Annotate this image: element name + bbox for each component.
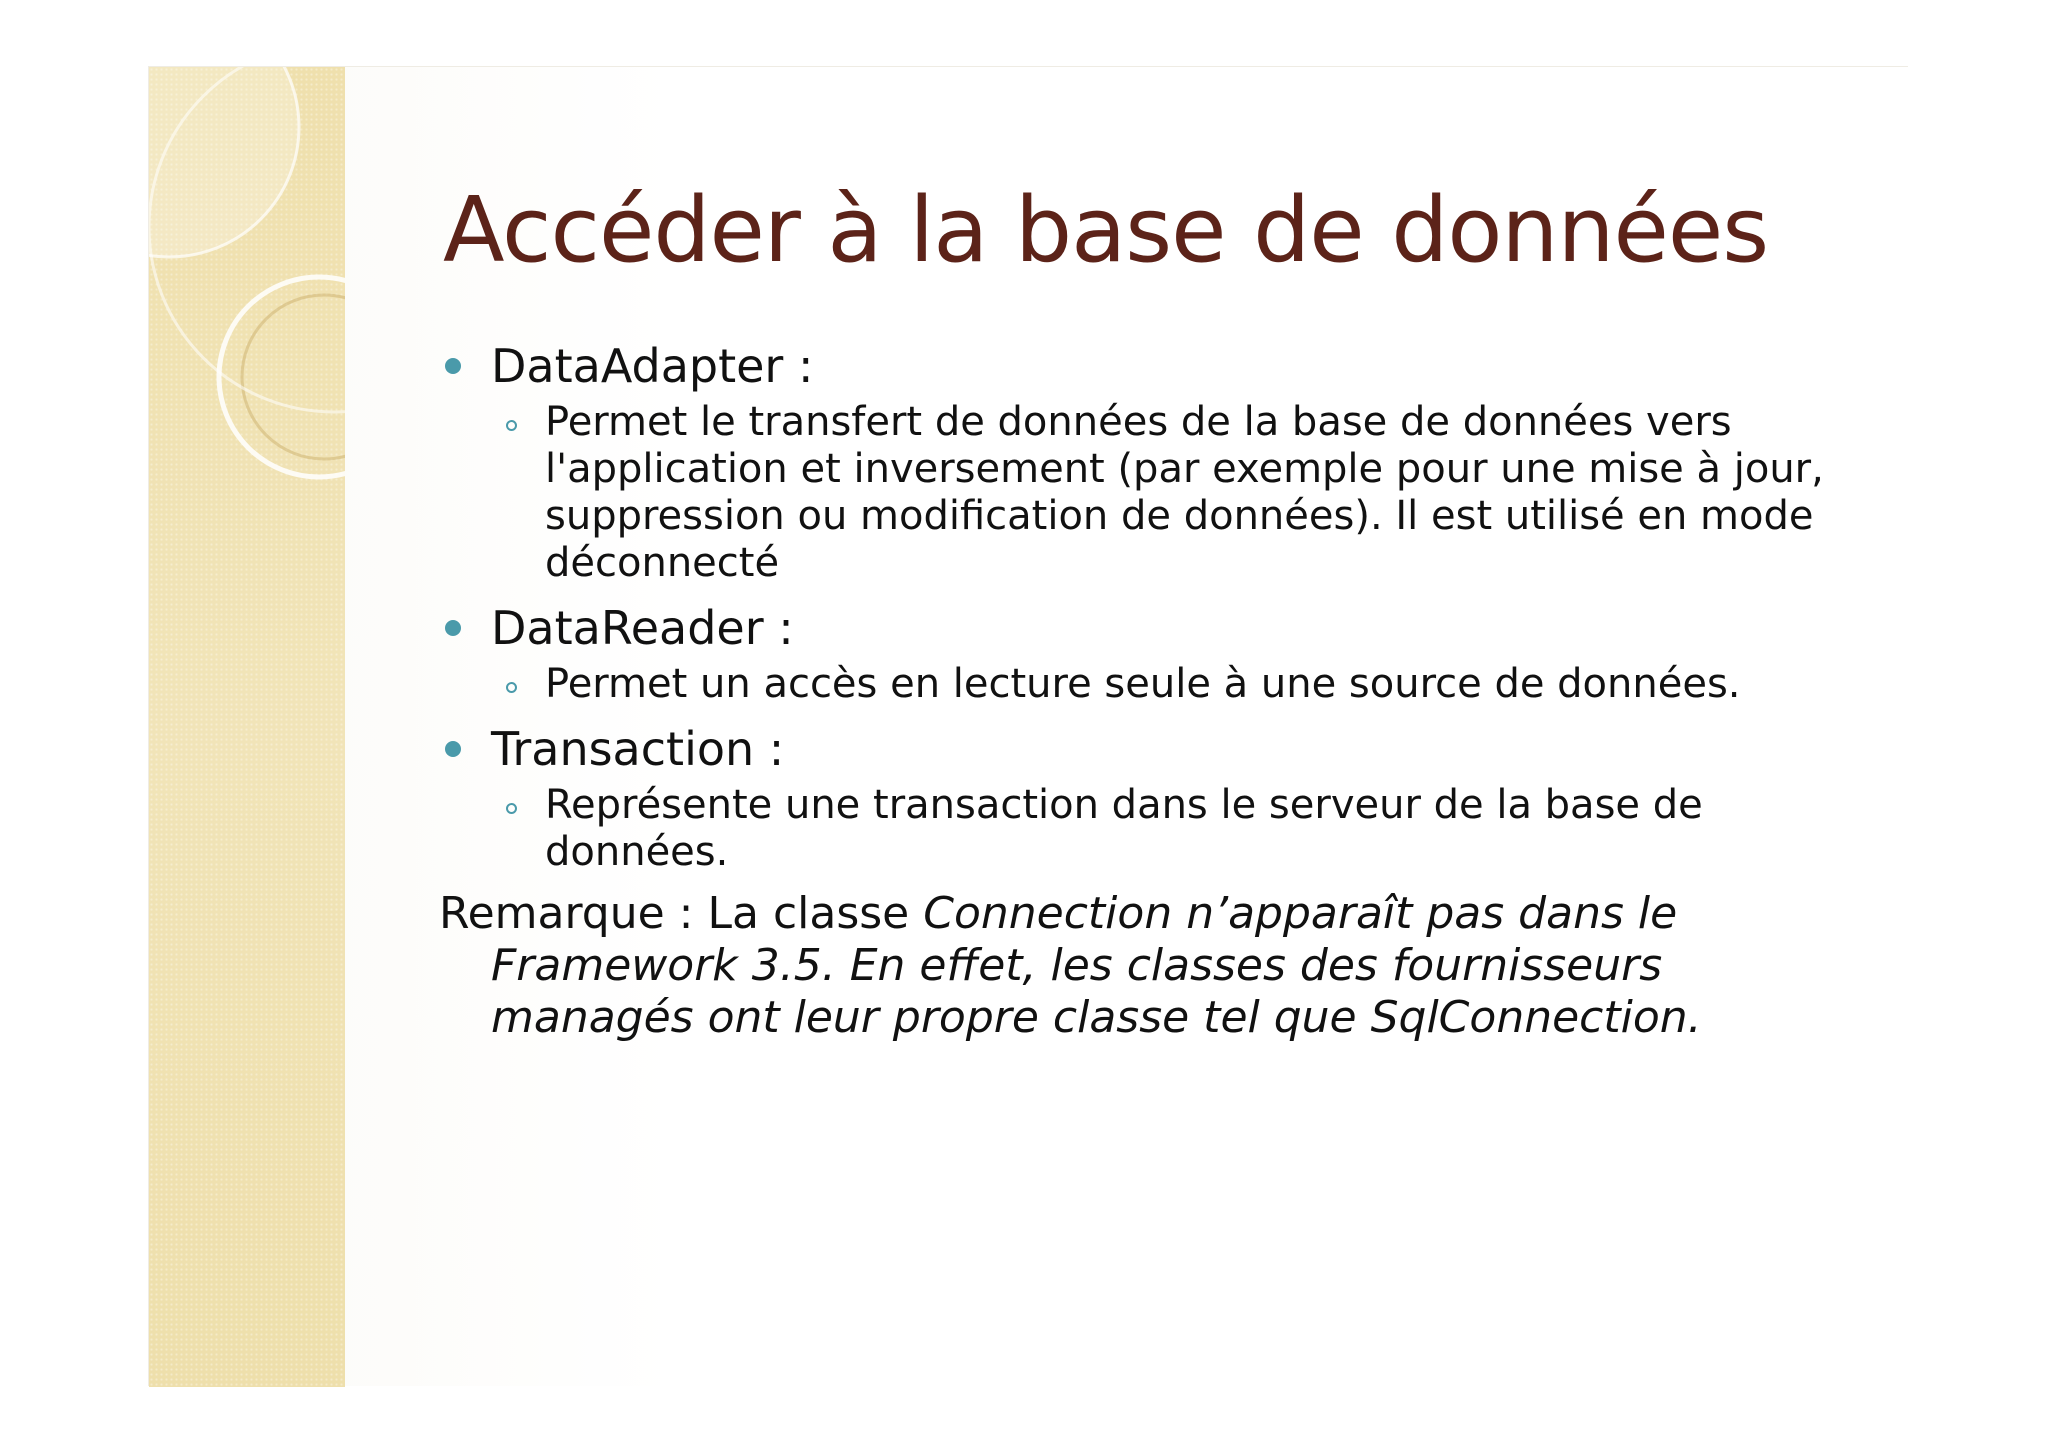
remark-prefix: Remarque : La classe: [439, 888, 924, 939]
sub-bullet-circle-icon: [506, 420, 517, 431]
sub-bullet-text: Permet un accès en lecture seule à une source de données.: [545, 661, 1741, 707]
sub-bullet-text: Représente une transaction dans le serveur de la base de données.: [545, 782, 1703, 875]
sub-bullet-datareader: [439, 661, 1859, 708]
sub-bullet-transaction: [439, 782, 1859, 876]
bullet-datareader: [439, 599, 1859, 657]
bullet-label: DataAdapter :: [491, 339, 814, 393]
sub-bullet-circle-icon: [506, 803, 517, 814]
slide: [148, 66, 1908, 1386]
bullet-dot-icon: [445, 358, 461, 374]
bullet-dot-icon: [445, 741, 461, 757]
bullet-transaction: [439, 720, 1859, 778]
slide-content: [439, 337, 1859, 1044]
remark-italic-text: Connection n’apparaît pas dans le Framework 3.5. En effet, les classes des fournisseurs managés ont leur propre classe tel que SqlConnection.: [491, 888, 1702, 1043]
decorative-rings-icon: [149, 67, 345, 1387]
remark-paragraph: [439, 888, 1859, 1044]
decorative-side-band: [149, 67, 345, 1387]
bullet-label: Transaction :: [491, 722, 785, 776]
bullet-dot-icon: [445, 620, 461, 636]
slide-title: Accéder à la base de données: [443, 178, 1769, 283]
sub-bullet-circle-icon: [506, 682, 517, 693]
bullet-dataadapter: [439, 337, 1859, 395]
sub-bullet-text: Permet le transfert de données de la base de données vers l'application et inversement (par exemple pour une mise à jour, suppression ou modification de données). Il est utilisé en mode déconnecté: [545, 399, 1824, 586]
sub-bullet-dataadapter: [439, 399, 1859, 587]
bullet-label: DataReader :: [491, 601, 794, 655]
